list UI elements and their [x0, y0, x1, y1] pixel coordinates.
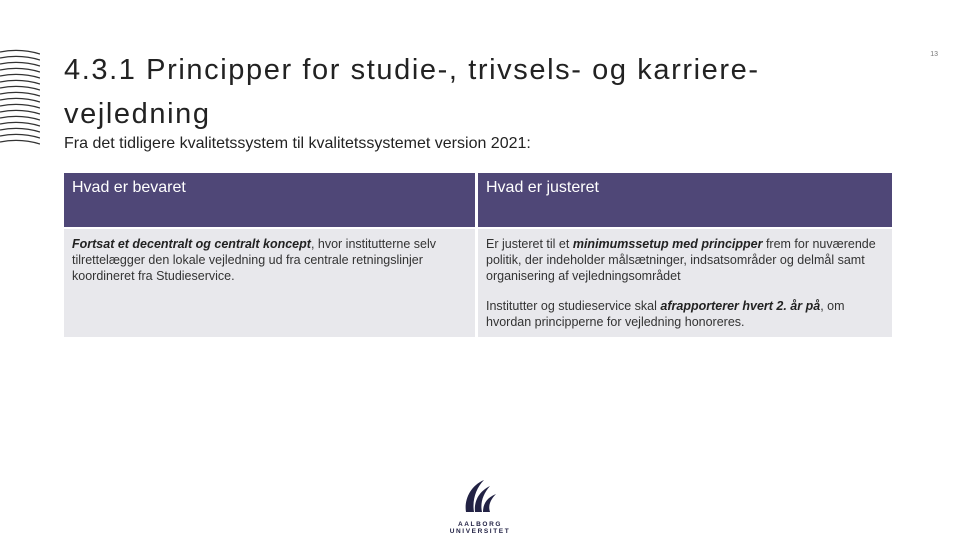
logo-text: AALBORG UNIVERSITET — [449, 521, 511, 535]
preserved-text — [72, 236, 467, 284]
adjusted-p2-start: Institutter og studieservice skal — [486, 299, 661, 313]
adjusted-p1-rest: frem for nuværende politik, der indeholder målsætninger, indsatsområder og delmål samt organisering af vejledningsområdet — [486, 237, 876, 283]
table-header-adjusted: Hvad er justeret — [478, 173, 892, 227]
preserved-emphasis: Fortsat et decentralt og centralt koncept — [72, 237, 311, 251]
page-title: 4.3.1 Principper for studie-, trivsels- og karriere-vejledning — [64, 54, 760, 130]
aau-logo-icon — [460, 478, 500, 514]
aalborg-university-logo — [428, 478, 532, 534]
adjusted-p1-emphasis: minimumssetup med principper — [572, 237, 763, 251]
table-header-preserved: Hvad er bevaret — [64, 173, 475, 227]
table-cell-adjusted — [478, 229, 892, 337]
table-cell-preserved — [64, 229, 475, 337]
page-number: 13 — [930, 51, 938, 58]
preserved-rest: , hvor institutterne selv tilrettelægger den lokale vejledning ud fra centrale retningslinjer koordineret fra Studieservice. — [72, 237, 436, 283]
wave-lines-icon — [0, 48, 40, 148]
adjusted-p2-rest: , om hvordan principperne for vejledning honoreres. — [486, 299, 845, 329]
adjusted-p1-start: Er justeret til et — [486, 237, 573, 251]
adjusted-paragraph-1 — [486, 236, 884, 284]
page-subtitle: Fra det tidligere kvalitetssystem til kvalitetssystemet version 2021: — [64, 135, 531, 152]
adjusted-p2-emphasis: afrapporterer hvert 2. år på — [660, 299, 821, 313]
adjusted-paragraph-2 — [486, 298, 884, 330]
comparison-table — [64, 173, 892, 337]
